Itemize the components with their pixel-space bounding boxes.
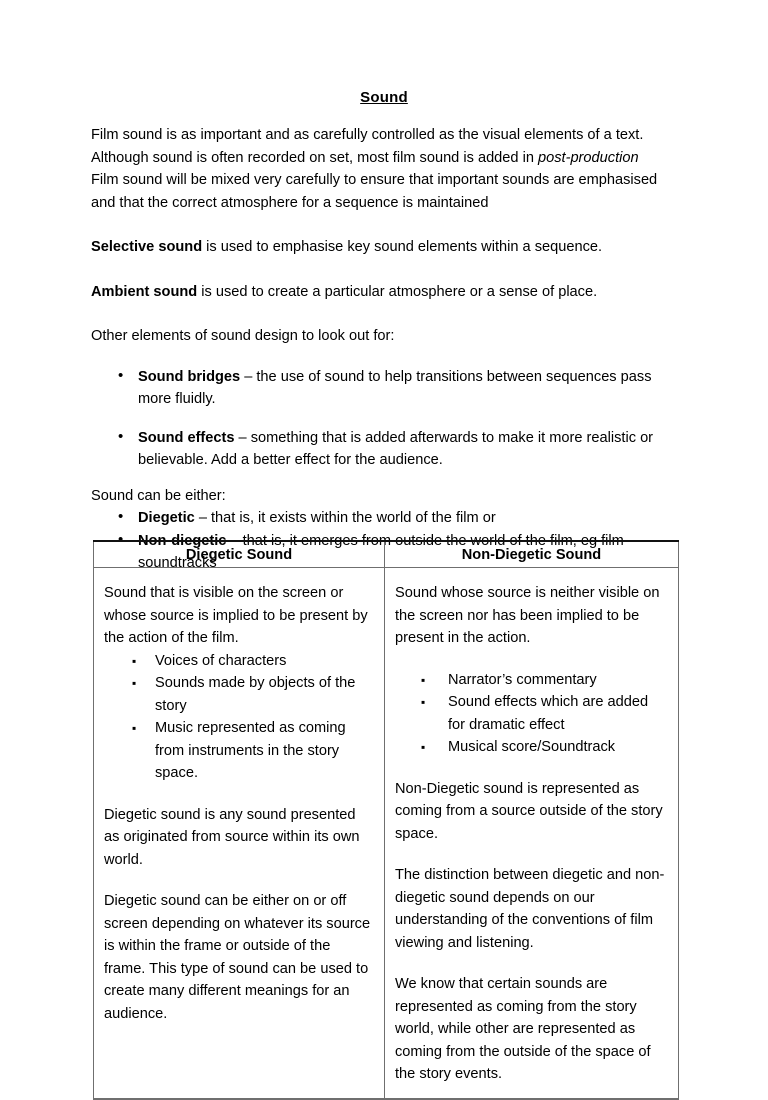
- non-diegetic-bullet-list: [395, 669, 668, 759]
- list-item-term-sound-bridges: Sound bridges: [138, 368, 241, 385]
- list-item-text-diegetic: – that is, it exists within the world of the film or: [194, 510, 496, 526]
- intro-paragraph-1: [91, 124, 677, 169]
- list-item: ▪ Voices of characters: [104, 650, 374, 673]
- non-diegetic-intro-text: Sound whose source is neither visible on the screen nor has been implied to be present in the action.: [395, 585, 660, 646]
- spacer: [91, 472, 677, 485]
- other-elements-heading: Other elements of sound design to look out for:: [91, 328, 395, 344]
- list-item: ▪ Narrator’s commentary: [395, 669, 668, 692]
- other-elements-list: [91, 366, 677, 472]
- sound-can-be-either-heading: Sound can be either:: [91, 487, 226, 504]
- table-cell-non-diegetic-sound: [385, 568, 679, 1099]
- table-header: [94, 541, 679, 568]
- spacer: [395, 759, 668, 778]
- spacer: [395, 650, 668, 669]
- spacer: [91, 214, 677, 236]
- list-item-text-non-diegetic: – that is, it emerges from outside the world of the film, eg film soundtracks: [138, 532, 624, 571]
- list-item-text-sound-effects: – something that is added afterwards to make it more realistic or believable. Add a better effect for the audience.: [138, 429, 654, 468]
- intro-paragraph-2: Film sound will be mixed very carefully to ensure that important sounds are emphasised and that the correct atmosphere for a sequence is maintained: [91, 172, 658, 211]
- spacer: [91, 259, 677, 281]
- list-item-term-sound-effects: Sound effects: [138, 429, 235, 446]
- spacer: [395, 845, 668, 864]
- table-header-diegetic-sound: Diegetic Sound: [94, 541, 385, 568]
- post-production-emphasis: post-production: [538, 149, 639, 166]
- list-item-term-non-diegetic: Non-diegetic: [138, 532, 227, 549]
- spacer: [91, 348, 677, 366]
- non-diegetic-paragraph-3: The distinction between diegetic and non-diegetic sound depends on our understanding of the conventions of film viewing and listening.: [395, 867, 665, 951]
- table-cell-diegetic-sound: [94, 568, 385, 1099]
- spacer: [104, 785, 374, 804]
- definition-text-ambient-sound: is used to create a particular atmosphere or a sense of place.: [197, 283, 598, 300]
- list-item-term-diegetic: Diegetic: [138, 510, 195, 526]
- list-item-sound-bridges: [91, 366, 677, 411]
- definition-term-selective-sound: Selective sound: [91, 239, 203, 255]
- non-diegetic-paragraph-4: We know that certain sounds are represented as coming from the story world, while other are represented as coming from the outside of the space of the story events.: [395, 976, 651, 1082]
- list-item-diegetic: [91, 507, 677, 530]
- list-item-text-sound-bridges: – the use of sound to help transitions between sequences pass more fluidly.: [138, 368, 652, 407]
- list-item: ▪ Sounds made by objects of the story: [104, 672, 374, 717]
- definition-text-selective-sound: is used to emphasise key sound elements within a sequence.: [202, 239, 603, 255]
- list-item: ▪ Musical score/Soundtrack: [395, 736, 668, 759]
- definition-selective-sound: [91, 236, 677, 259]
- list-item-sound-effects: [91, 427, 677, 472]
- diegetic-bullet-list: [104, 650, 374, 785]
- definition-term-ambient-sound: Ambient sound: [91, 283, 198, 300]
- diegetic-paragraph-2: Diegetic sound is any sound presented as originated from source within its own world.: [104, 806, 360, 868]
- spacer: [91, 303, 677, 325]
- diegetic-comparison-table: [93, 540, 679, 1100]
- document-body: [91, 88, 677, 575]
- spacer: [395, 954, 668, 973]
- list-item: ▪ Sound effects which are added for dramatic effect: [395, 691, 668, 736]
- table-row: [94, 568, 679, 1099]
- definition-ambient-sound: [91, 281, 677, 304]
- spacer: [104, 871, 374, 890]
- diegetic-intro-text: Sound that is visible on the screen or whose source is implied to be present by the action of the film.: [104, 585, 368, 646]
- table-header-row: [94, 541, 679, 568]
- page-title: Sound: [360, 89, 408, 106]
- list-item: ▪ Music represented as coming from instruments in the story space.: [104, 717, 374, 785]
- table-body: [94, 568, 679, 1099]
- table-header-non-diegetic-sound: Non-Diegetic Sound: [385, 541, 679, 568]
- intro-paragraph-1-text: Film sound is as important and as carefully controlled as the visual elements of a text. Although sound is often recorded on set, most film sound is added in: [91, 127, 644, 166]
- non-diegetic-paragraph-2: Non-Diegetic sound is represented as coming from a source outside of the story space.: [395, 780, 663, 842]
- diegetic-paragraph-3: Diegetic sound can be either on or off screen depending on whatever its source is within the frame or outside of the frame. This type of sound can be used to create many different meanings for an audience.: [104, 893, 371, 1022]
